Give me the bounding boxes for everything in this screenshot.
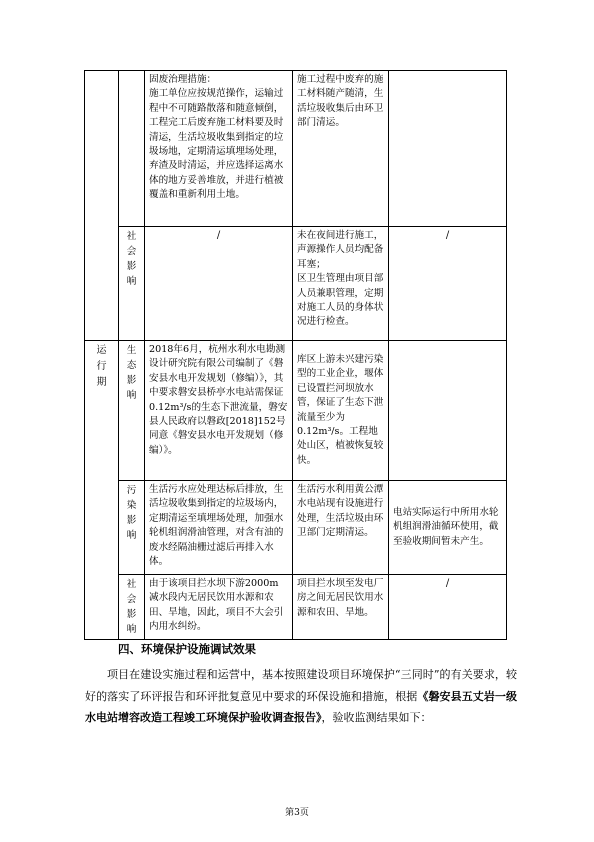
paragraph-text-end: ，验收监测结果如下： <box>321 711 432 724</box>
report-title: 《磐安县五丈岩一级水电站增容改造工程竣工环境保护验收调查报告》 <box>85 689 518 724</box>
measure-cell: 生活污水应处理达标后排放，生活垃圾收集到指定的垃圾场内，定期清运至填埋场处理，加强水轮机组润滑油管理，对含有油的废水经隔油栅过滤后再排入水体。 <box>145 481 293 575</box>
paragraph-text: 项目在建设实施过程和运营中，基本按照建设项目环境保护“三同时”的有关要求，较好的落实了环评报告和环评批复意见中要求的环保设施和措施，根据 <box>85 668 517 703</box>
sub-category-cell <box>119 71 145 227</box>
section-heading: 四、环境保护设施调试效果 <box>118 642 256 656</box>
table-row <box>85 341 507 481</box>
note-cell: / <box>389 575 507 640</box>
table-row <box>85 575 507 640</box>
note-cell <box>389 341 507 481</box>
actual-cell: 施工过程中废弃的施工材料随产随清，生活垃圾收集后由环卫部门清运。 <box>293 71 389 227</box>
page-number: 第3页 <box>285 808 309 818</box>
note-cell: / <box>389 227 507 341</box>
measure-cell: / <box>145 227 293 341</box>
environmental-measures-table <box>84 70 507 640</box>
actual-cell: 库区上游未兴建污染型的工业企业，堰体已设置拦河坝放水管，保证了生态下泄流量至少为0.12m³/s。工程地处山区，植被恢复较快。 <box>293 341 389 481</box>
note-cell <box>389 71 507 227</box>
measure-cell: 由于该项目拦水坝下游2000m减水段内无居民饮用水源和农田、旱地，因此，项目不大会引内用水纠纷。 <box>145 575 293 640</box>
actual-cell: 生活污水利用黄公潭水电站现有设施进行处理，生活垃圾由环卫部门定期清运。 <box>293 481 389 575</box>
measure-cell: 2018年6月，杭州水利水电勘测设计研究院有限公司编制了《磐安县水电开发规划（修编）》，其中要求磐安县桥亭水电站需保证0.12m³/s的生态下泄流量，磐安县人民政府以磐政[2018]152号同意《磐安县水电开发规划（修编）》。 <box>145 341 293 481</box>
note-cell: 电站实际运行中所用水轮机组润滑油循环使用，截至验收期间暂未产生。 <box>389 481 507 575</box>
measure-cell: 固废治理措施： 施工单位应按规范操作，运输过程中不可随路散落和随意倾倒，工程完工后废弃施工材料要及时清运，生活垃圾收集到指定的垃圾场地，定期清运填埋场处理，弃渣及时清运，并应选择运离水体的地方妥善堆放，并进行植被覆盖和重新利用土地。 <box>145 71 293 227</box>
stage-cell-operation: 运行期 <box>85 341 119 640</box>
table-row <box>85 481 507 575</box>
body-paragraph <box>85 664 517 729</box>
sub-category-cell: 生态影响 <box>119 341 145 481</box>
sub-category-cell: 污染影响 <box>119 481 145 575</box>
actual-cell: 未在夜间进行施工，声源操作人员均配备耳塞； 区卫生管理由项目部人员兼职管理，定期对施工人员的身体状况进行检查。 <box>293 227 389 341</box>
sub-category-cell: 社会影响 <box>119 227 145 341</box>
table-row <box>85 227 507 341</box>
stage-cell-construction <box>85 71 119 341</box>
sub-category-cell: 社会影响 <box>119 575 145 640</box>
table-row <box>85 71 507 227</box>
actual-cell: 项目拦水坝至发电厂房之间无居民饮用水源和农田、旱地。 <box>293 575 389 640</box>
